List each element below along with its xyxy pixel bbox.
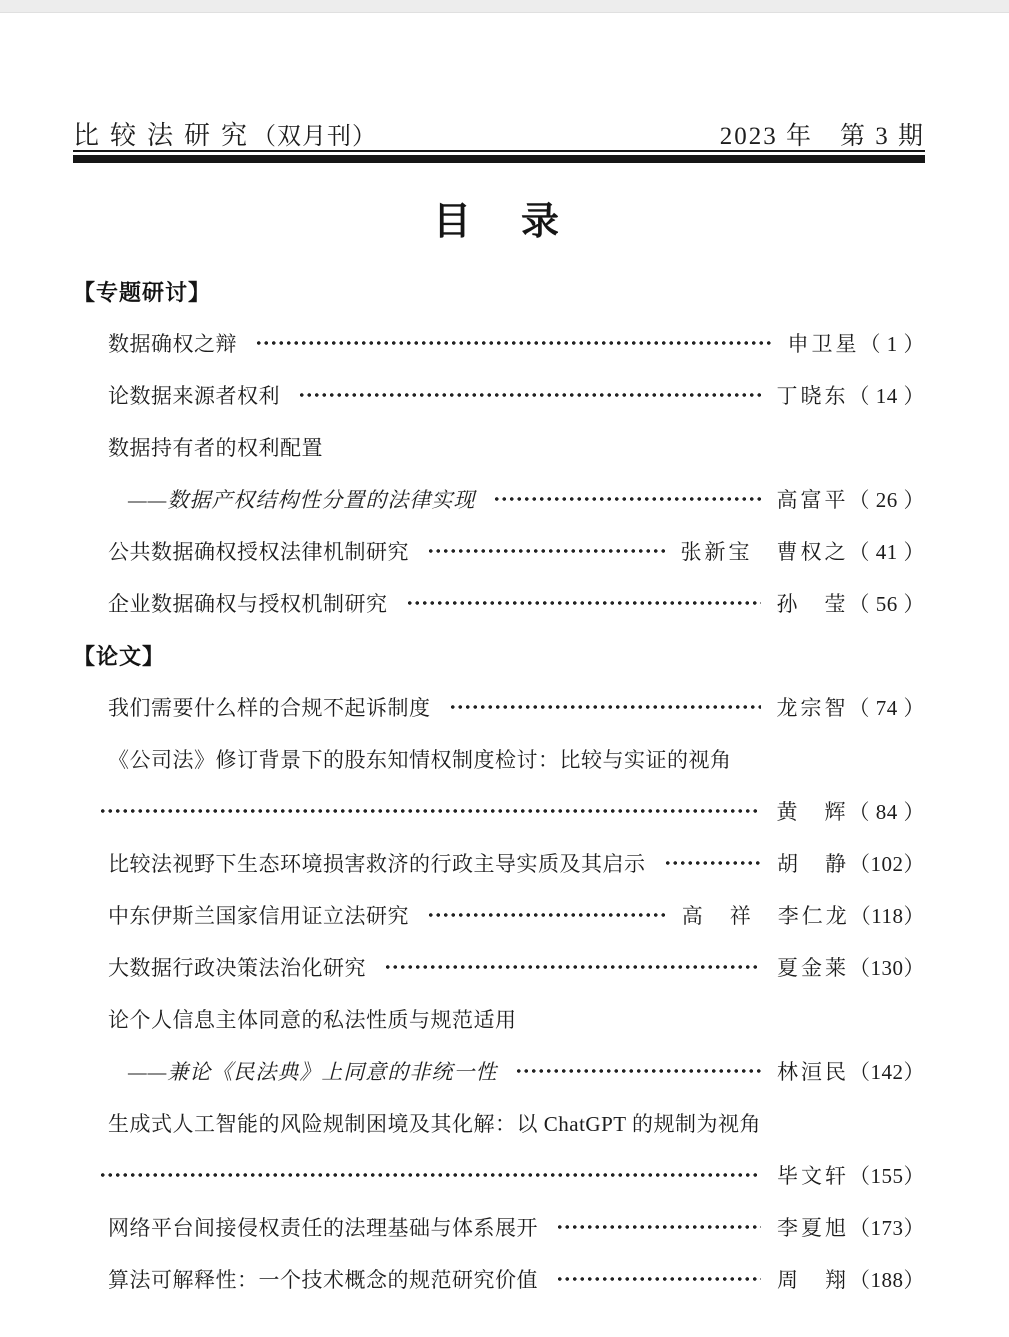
running-head (73, 115, 925, 150)
issue-label: 2023 年 第 3 期 (719, 123, 925, 150)
toc-entry-title-line (73, 993, 925, 1045)
entry-author: 林洹民 (777, 1060, 849, 1084)
entry-title: 算法可解释性：一个技术概念的规范研究价值 (108, 1268, 538, 1292)
entry-page-number: （155） (849, 1164, 925, 1188)
journal-name: 比较法研究 (73, 121, 259, 150)
dots-leader (99, 785, 761, 837)
section-header (73, 629, 925, 681)
entry-author: 申卫星 (787, 332, 860, 356)
entry-right (777, 848, 925, 878)
entry-right (777, 692, 926, 722)
entry-title: 论个人信息主体同意的私法性质与规范适用 (108, 1008, 517, 1032)
entry-right (777, 952, 925, 982)
toc-entry-title-line (73, 1097, 925, 1149)
toc-entry (73, 1253, 925, 1305)
dots-leader (255, 317, 772, 369)
entry-right (777, 1264, 925, 1294)
dots-leader (384, 941, 761, 993)
toc-entry-dots-line (73, 785, 925, 837)
entry-author: 张新宝 曹权之 (680, 540, 849, 564)
entry-author: 黄 辉 (776, 800, 849, 824)
entry-author: 高富平 (776, 488, 849, 512)
toc-entry (73, 525, 925, 577)
entry-author: 周 翔 (777, 1268, 849, 1292)
entry-right (681, 536, 926, 566)
entry-author: 丁晓东 (776, 384, 849, 408)
entry-title: 比较法视野下生态环境损害救济的行政主导实质及其启示 (108, 852, 646, 876)
toc-entry (73, 889, 925, 941)
entry-subtitle: ——兼论《民法典》上同意的非统一性 (128, 1060, 498, 1084)
entry-title: 大数据行政决策法治化研究 (108, 956, 366, 980)
dots-leader (556, 1201, 761, 1253)
entry-right (777, 588, 926, 618)
dots-leader (427, 525, 665, 577)
dots-leader (427, 889, 666, 941)
entry-right (682, 900, 925, 930)
toc-entry-subtitle-line (73, 473, 925, 525)
entry-title: 我们需要什么样的合规不起诉制度 (108, 696, 431, 720)
entry-page-number: （ 41 ） (848, 540, 925, 564)
dots-leader (556, 1253, 761, 1305)
entry-subtitle: ——数据产权结构性分置的法律实现 (128, 488, 476, 512)
entry-title: 《公司法》修订背景下的股东知情权制度检讨：比较与实证的视角 (108, 748, 732, 772)
entry-page-number: （ 56 ） (848, 592, 925, 616)
entry-title: 数据确权之辩 (108, 332, 237, 356)
scan-edge-strip (0, 0, 1009, 13)
toc-page (0, 115, 1009, 1305)
section-label: 【论文】 (73, 643, 166, 669)
toc-entry (73, 369, 925, 421)
entry-right (777, 796, 926, 826)
dots-leader (664, 837, 762, 889)
dots-leader (406, 577, 761, 629)
toc-entry (73, 317, 925, 369)
journal-frequency: （双月刊） (252, 124, 378, 150)
toc-entry (73, 577, 925, 629)
entry-author: 毕文轩 (777, 1164, 849, 1188)
dots-leader (515, 1045, 761, 1097)
toc-entry-dots-line (73, 1149, 925, 1201)
entry-author: 龙宗智 (776, 696, 849, 720)
entry-page-number: （ 84 ） (848, 800, 925, 824)
dots-leader (298, 369, 761, 421)
toc-entry-subtitle-line (73, 1045, 925, 1097)
entry-right (788, 328, 926, 358)
entry-title: 企业数据确权与授权机制研究 (108, 592, 388, 616)
entry-page-number: （ 14 ） (848, 384, 925, 408)
entry-author: 李夏旭 (777, 1216, 849, 1240)
journal-title (73, 115, 377, 152)
entry-title: 网络平台间接侵权责任的法理基础与体系展开 (108, 1216, 538, 1240)
page-title: 目 录 (432, 201, 565, 243)
entry-page-number: （ 74 ） (848, 696, 925, 720)
entry-author: 夏金莱 (777, 956, 849, 980)
section-header (73, 265, 925, 317)
entry-right (777, 1160, 925, 1190)
entry-title: 中东伊斯兰国家信用证立法研究 (108, 904, 409, 928)
toc-entry-title-line (73, 421, 925, 473)
entry-page-number: （130） (849, 956, 925, 980)
entry-right (777, 1212, 925, 1242)
entry-page-number: （188） (849, 1268, 925, 1292)
dots-leader (493, 473, 760, 525)
entry-author: 高 祥 李仁龙 (681, 904, 850, 928)
entry-author: 孙 莹 (776, 592, 849, 616)
entry-right (777, 380, 926, 410)
toc-entry (73, 1201, 925, 1253)
entry-page-number: （ 1 ） (859, 332, 925, 356)
entry-right (777, 484, 926, 514)
header-rule-thick (73, 155, 925, 163)
entry-title: 论数据来源者权利 (108, 384, 280, 408)
entry-title: 公共数据确权授权法律机制研究 (108, 540, 409, 564)
toc-entry-title-line (73, 733, 925, 785)
entry-page-number: （118） (849, 904, 925, 928)
entry-page-number: （ 26 ） (848, 488, 925, 512)
entry-title: 数据持有者的权利配置 (108, 436, 323, 460)
toc-rows (73, 265, 925, 1305)
entry-page-number: （173） (849, 1216, 925, 1240)
toc-entry (73, 837, 925, 889)
section-label: 【专题研讨】 (73, 279, 212, 305)
entry-page-number: （102） (849, 852, 925, 876)
entry-right (777, 1056, 925, 1086)
entry-author: 胡 静 (777, 852, 849, 876)
toc-entry (73, 941, 925, 993)
entry-page-number: （142） (849, 1060, 925, 1084)
entry-title: 生成式人工智能的风险规制困境及其化解：以 ChatGPT 的规制为视角 (108, 1112, 761, 1136)
dots-leader (449, 681, 761, 733)
dots-leader (99, 1149, 761, 1201)
toc-entry (73, 681, 925, 733)
